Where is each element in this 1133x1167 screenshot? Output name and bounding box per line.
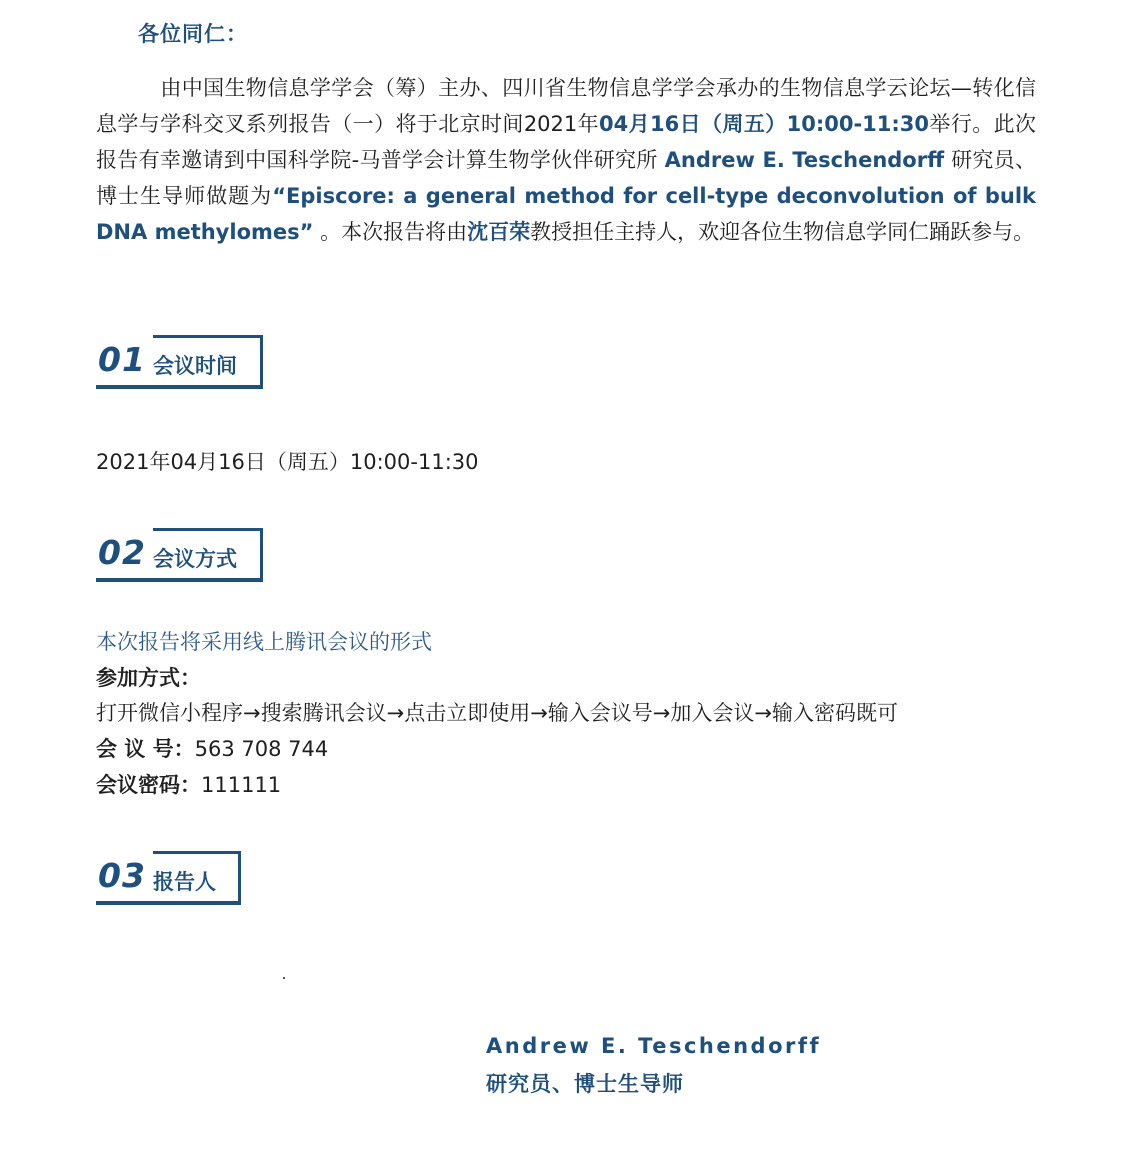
password-line [96,769,281,799]
intro-host: 沈百荣 [467,220,531,244]
speaker-name: Andrew E. Teschendorff [486,1034,822,1058]
meeting-time: 2021年04月16日（周五）10:00-11:30 [96,450,479,474]
intro-text-2: 举行。此次报告有幸邀请到中国科学院-马普学会计算生物学伙伴研究所 [96,112,1036,172]
intro-speaker: Andrew E. Teschendorff [664,148,945,172]
online-format-text: 本次报告将采用线上腾讯会议的形式 [96,630,432,654]
password-label: 会议密码： [96,773,201,797]
meeting-id-line [96,733,328,763]
password: 111111 [201,773,282,797]
section-heading-time [96,335,263,389]
intro-talk-title: “Episcore: a general method for cell-type deconvolution of bulk DNA methylomes” [96,184,1036,244]
section-label: 会议方式 [153,547,237,571]
section-number: 01 [98,340,146,379]
section-number: 02 [98,533,146,572]
section-heading-speaker [96,851,241,905]
section-heading-mode [96,528,263,582]
intro-date: 04月16日（周五）10:00-11:30 [599,112,930,136]
salutation: 各位同仁： [138,22,248,46]
intro-text-4: 。本次报告将由 [320,220,468,244]
join-label-text: 参加方式： [96,666,201,690]
stray-dot [283,977,285,979]
meeting-id-label: 会 议 号： [96,737,195,761]
join-label [96,662,201,692]
section-label: 报告人 [153,870,216,894]
intro-paragraph [96,70,1036,250]
intro-text-3: 研究员、博士生导师做题为 [96,148,1036,208]
section-label: 会议时间 [153,354,237,378]
section-number: 03 [98,856,146,895]
speaker-title: 研究员、博士生导师 [486,1072,684,1096]
join-steps: 打开微信小程序→搜索腾讯会议→点击立即使用→输入会议号→加入会议→输入密码既可 [96,701,898,725]
intro-text-5: 教授担任主持人，欢迎各位生物信息学同仁踊跃参与。 [530,220,1035,244]
intro-text-1: 由中国生物信息学学会（筹）主办、四川省生物信息学学会承办的生物信息学云论坛—转化信息学与学科交叉系列报告（一）将于北京时间2021年 [96,76,1036,136]
meeting-id: 563 708 744 [194,737,329,761]
